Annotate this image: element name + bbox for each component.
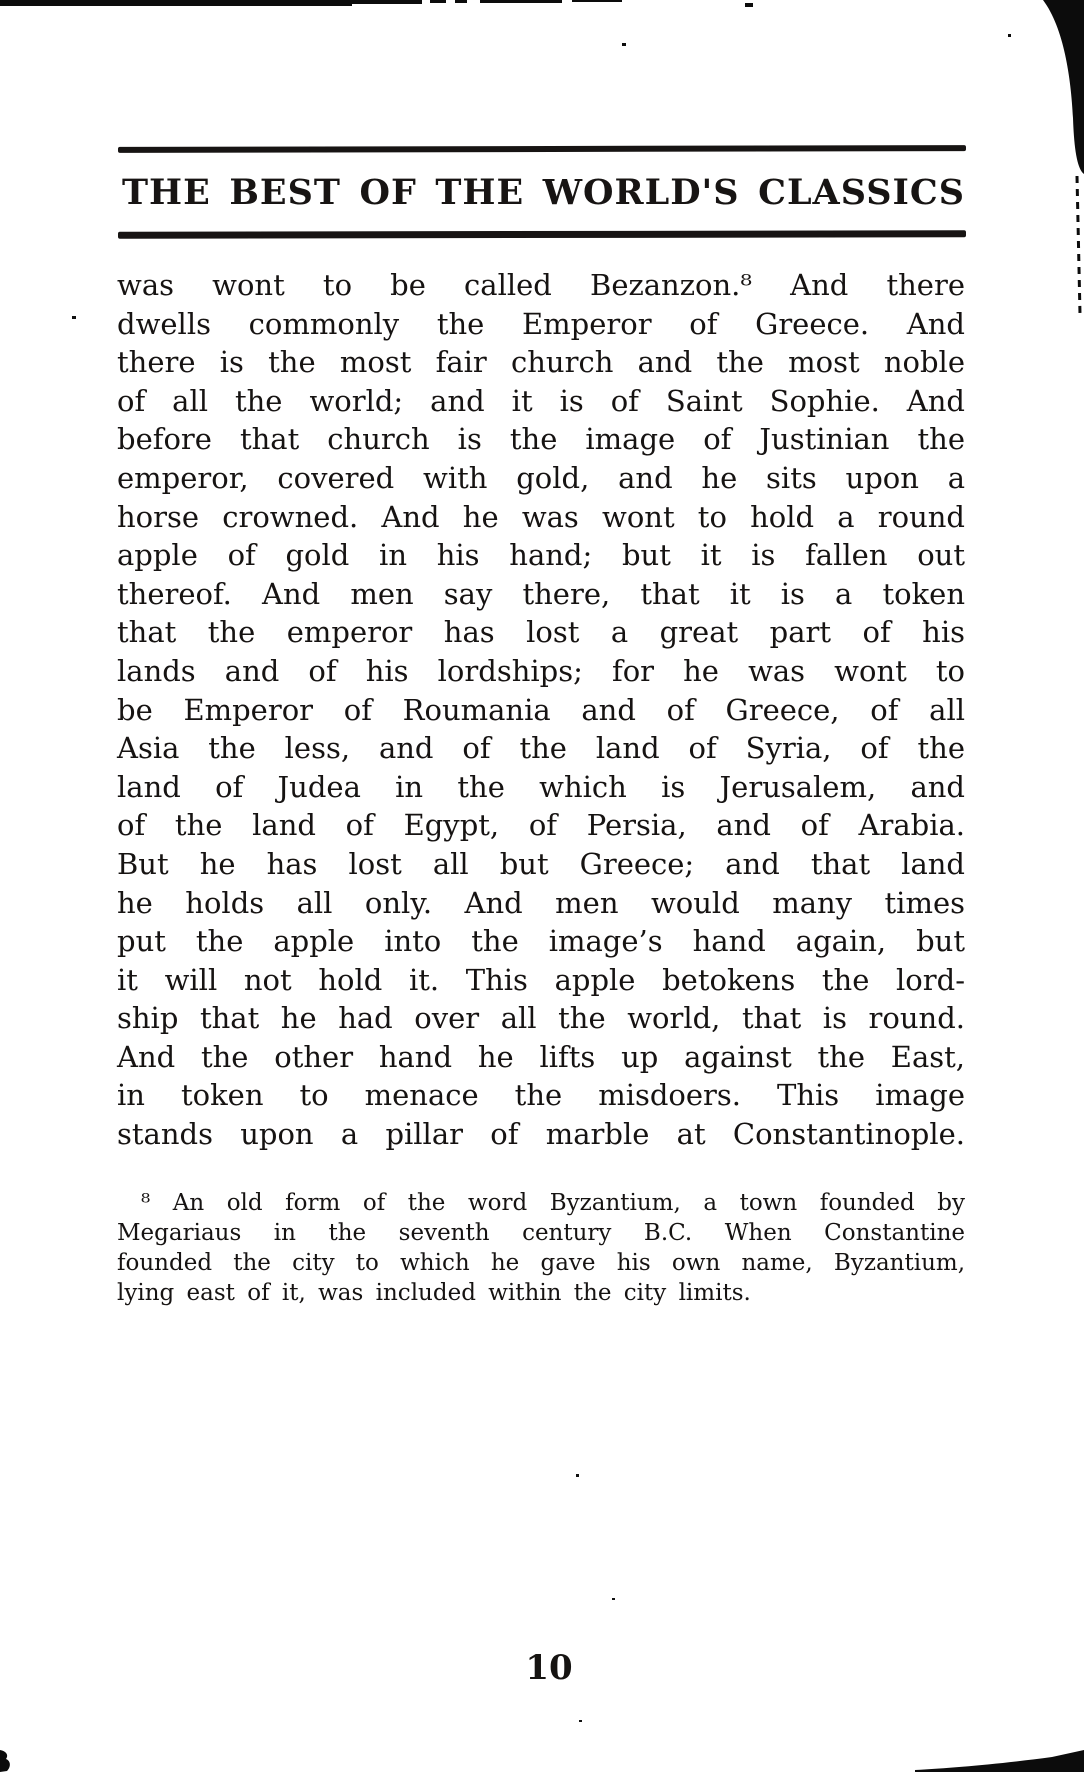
- body-line: he holds all only. And men would many times: [117, 885, 965, 920]
- scan-smudge-bottom-left: [0, 1750, 10, 1772]
- body-line: Asia the less, and of the land of Syria, of the: [117, 731, 965, 766]
- body-line: was wont to be called Bezanzon.⁸ And there: [117, 268, 965, 302]
- scan-smudge-bottom-right: [915, 1750, 1084, 1772]
- footnote: [117, 1188, 965, 1308]
- body-line: be Emperor of Roumania and of Greece, of all: [117, 692, 965, 727]
- body-line: lands and of his lordships; for he was wont to: [117, 653, 965, 688]
- body-line: thereof. And men say there, that it is a token: [117, 576, 965, 611]
- body-line: in token to menace the misdoers. This image: [117, 1078, 965, 1113]
- body-line: And the other hand he lifts up against the East,: [117, 1039, 965, 1074]
- body-line: stands upon a pillar of marble at Constantinople.: [117, 1117, 965, 1152]
- scan-smudge-top-edge: [0, 0, 753, 46]
- body-line: dwells commonly the Emperor of Greece. And: [117, 306, 965, 341]
- footnote-line: ⁸ An old form of the word Byzantium, a town founded by: [141, 1190, 965, 1216]
- header-rule-top: [118, 145, 966, 153]
- page-number: 10: [525, 1648, 573, 1688]
- body-line: horse crowned. And he was wont to hold a round: [117, 499, 965, 534]
- scan-smudge-top-right: [1008, 0, 1084, 314]
- body-line: of all the world; and it is of Saint Sophie. And: [117, 383, 965, 418]
- footnote-line: Megariaus in the seventh century B.C. When Constantine: [117, 1220, 965, 1246]
- body-line: it will not hold it. This apple betokens the lord-: [117, 962, 965, 997]
- body-line: of the land of Egypt, of Persia, and of Arabia.: [117, 808, 965, 843]
- footnote-line: lying east of it, was included within the city limits.: [117, 1280, 751, 1306]
- body-line: ship that he had over all the world, that is round.: [117, 1001, 965, 1036]
- footnote-line: founded the city to which he gave his own name, Byzantium,: [117, 1250, 965, 1276]
- body-line: apple of gold in his hand; but it is fallen out: [117, 538, 965, 573]
- body-line: emperor, covered with gold, and he sits upon a: [117, 460, 965, 495]
- body-text: [117, 266, 965, 1154]
- running-head: THE BEST OF THE WORLD'S CLASSICS: [122, 172, 965, 213]
- body-line: put the apple into the image’s hand again, but: [117, 924, 965, 959]
- body-line: that the emperor has lost a great part of his: [117, 615, 965, 650]
- body-line: But he has lost all but Greece; and that land: [117, 846, 965, 881]
- header-rule-bottom: [118, 230, 966, 238]
- body-line: before that church is the image of Justinian the: [117, 422, 965, 457]
- body-line: there is the most fair church and the most noble: [117, 345, 965, 380]
- body-line: land of Judea in the which is Jerusalem, and: [117, 769, 965, 804]
